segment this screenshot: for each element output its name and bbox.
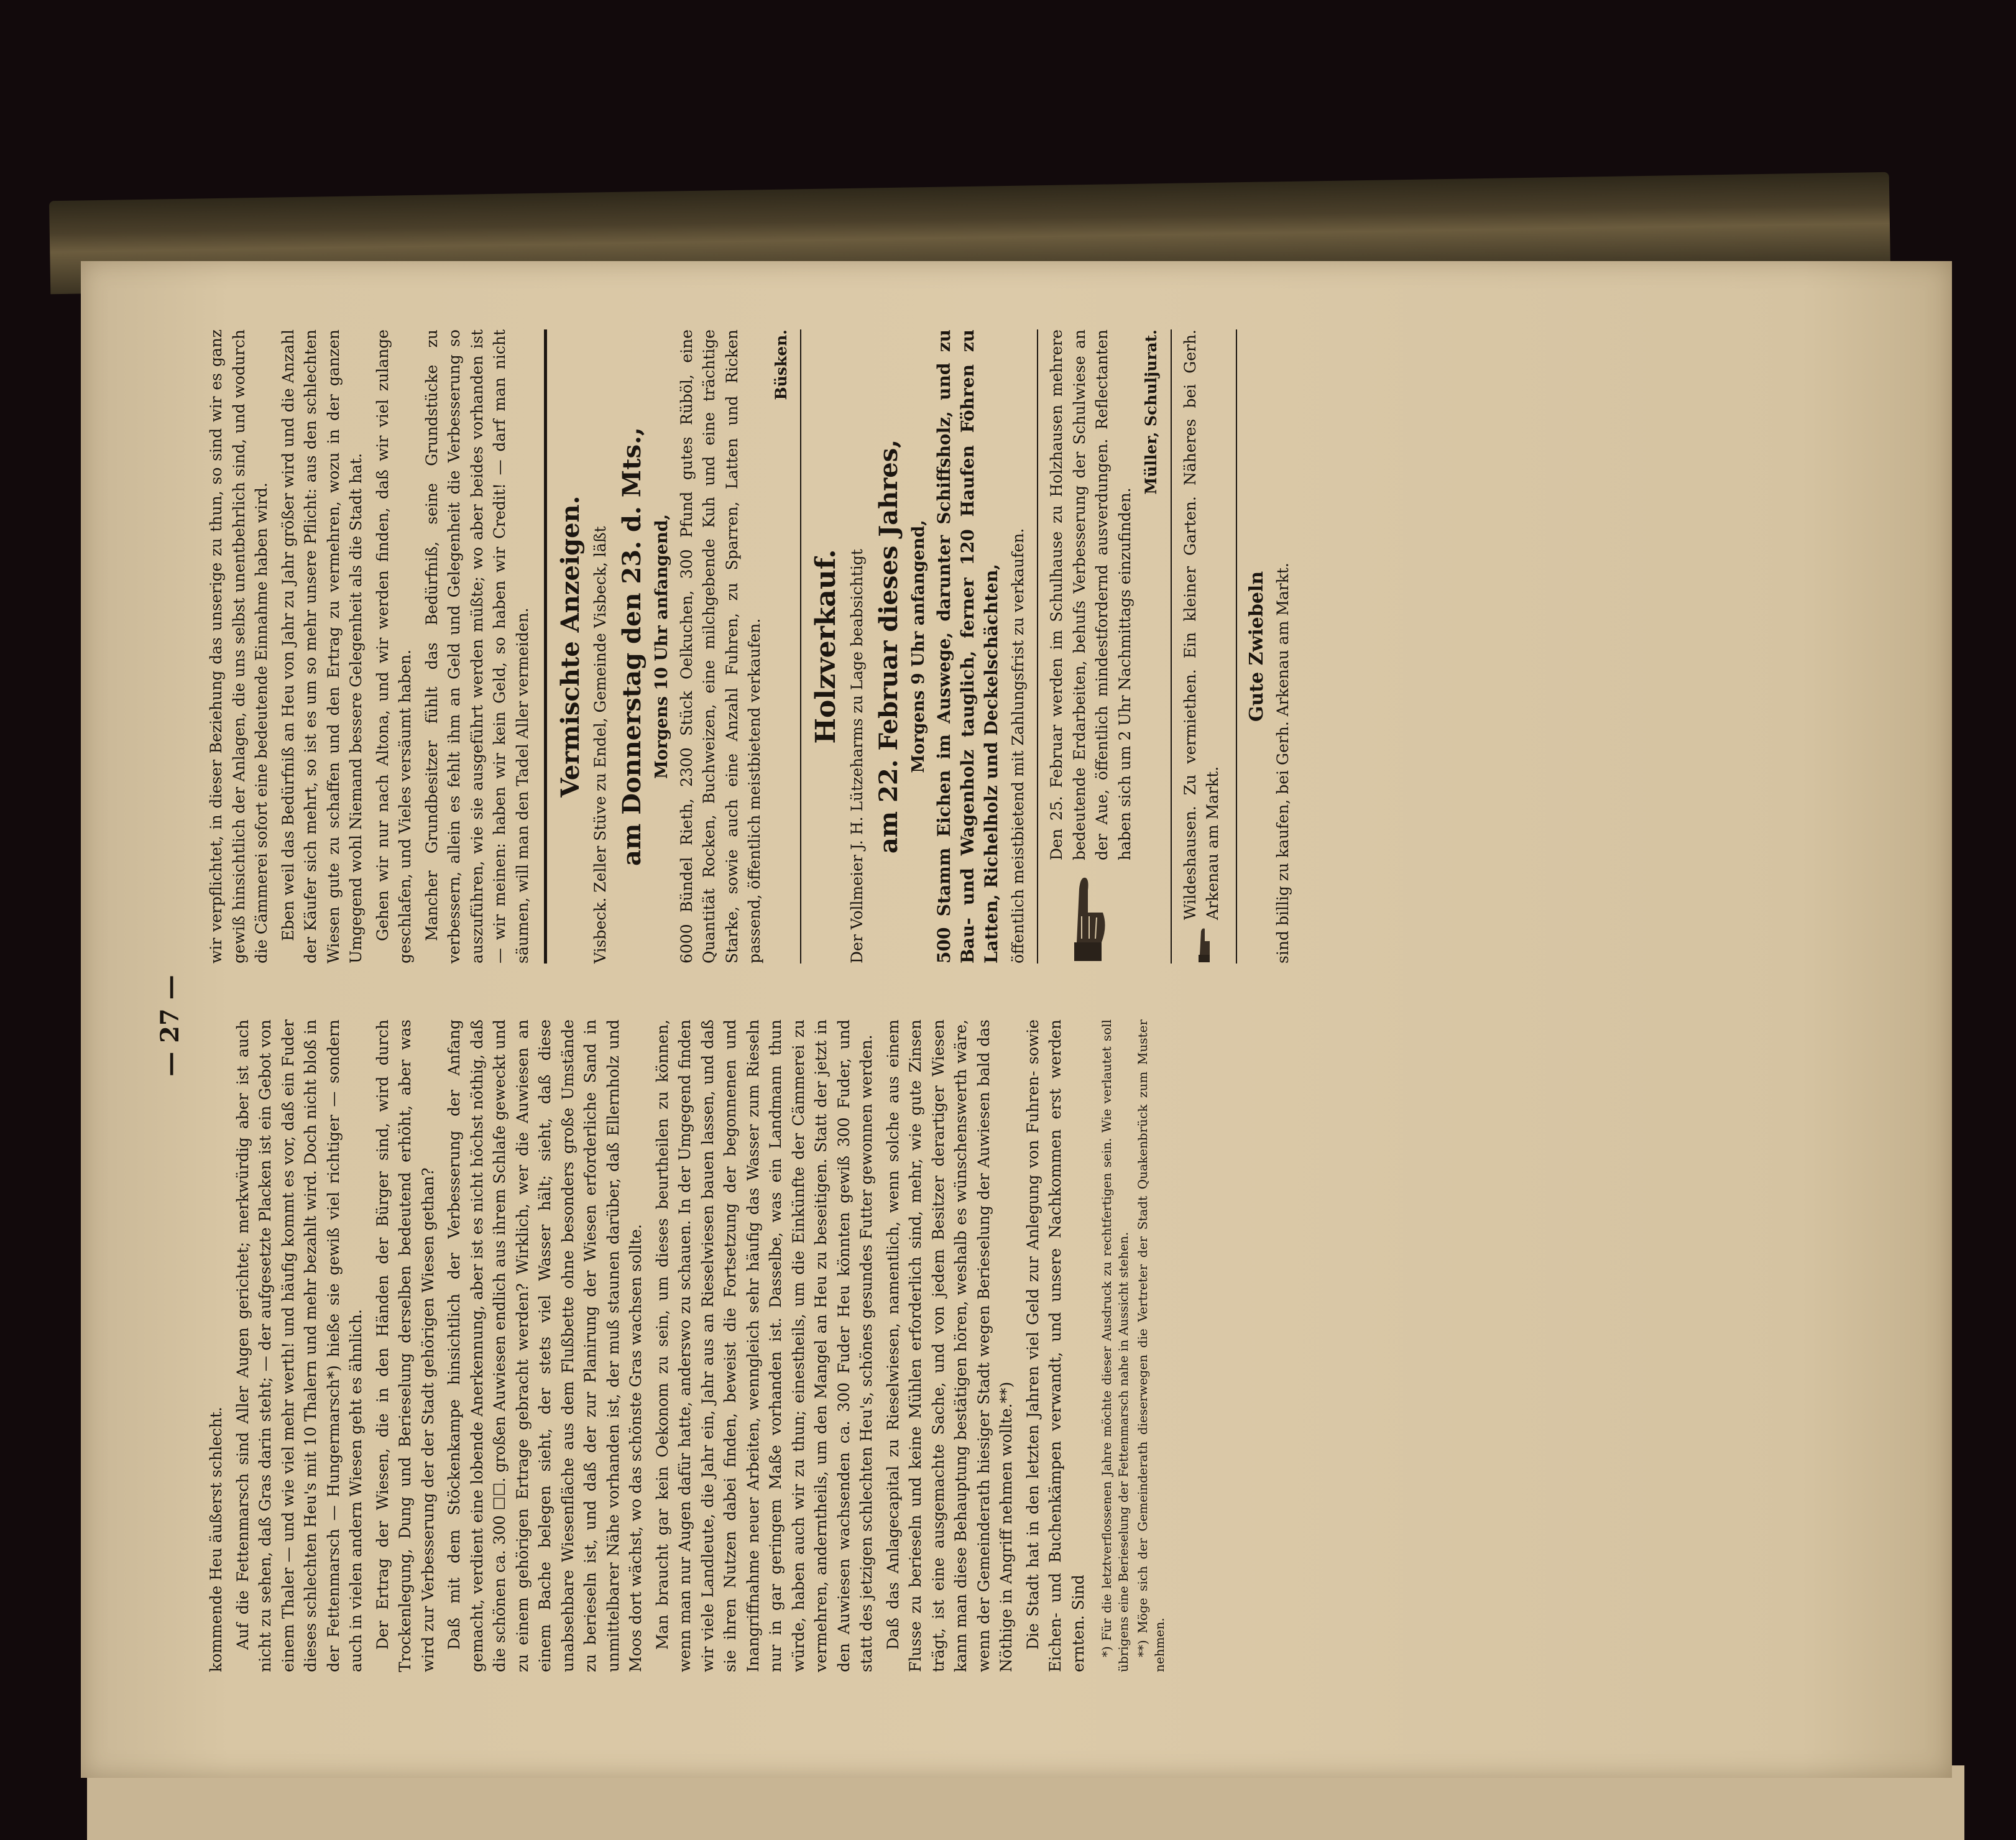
ad-body: 6000 Bündel Rieth, 2300 Stück Oelkuchen, 300 Pfund gutes Rüböl, eine Quantität Rocken, Buchweizen, eine milchgebende Kuh und eine trächtige Starke, sowie auch eine Anzahl Fuhren, zu Sparren, Latten und Ricken passend, öffentlich meistbietend verkaufen.	[677, 329, 763, 964]
section-divider	[544, 329, 547, 964]
paragraph: Die Stadt hat in den letzten Jahren viel Geld zur Anlegung von Fuhren- sowie Eichen- und Buchenkämpen verwandt, und unsere Nachkommen erst werden ernten. Sind	[1023, 1019, 1087, 1672]
ad-body: Den 25. Februar werden im Schulhause zu Holzhausen mehrere bedeutende Erdarbeiten, behufs Verbesserung der Schulwiese an der Aue, öffentlich mindestfordernd ausverdungen. Reflectanten haben sich um 2 Uhr Nachmittags einzufinden.	[1047, 329, 1134, 860]
ad-text: sind billig zu kaufen, bei Gerh. Arkenau am Markt.	[1273, 563, 1292, 964]
paragraph: Man braucht gar kein Oekonom zu sein, um dieses beurtheilen zu können, wenn man nur Augen dafür hatte, anderswo zu schauen. In der Umgegend finden wir viele Landleute, die Jahr ein, Jahr aus an Rieselwiesen bauen lassen, und daß sie ihren Nutzen dabei finden, beweist die Fortsetzung der begonnenen und Inangriffnahme neuer Arbeiten, wenngleich sehr häufig das Wasser zum Rieseln nur in gar geringem Maße vorhanden ist. Dasselbe, was ein Landmann thun würde, haben auch wir zu thun; einestheils, um die Einkünfte der Cämmerei zu vermehren, anderntheils, um den Mangel an Heu zu beseitigen. Statt der jetzt in den Auwiesen wachsenden ca. 300 Fuder Heu könnten gewiß 300 Fuder, und statt des jetzigen schlechten Heu's, schönes gesundes Futter gewonnen werden.	[653, 1019, 875, 1672]
document-page	[81, 261, 1952, 1778]
ad-date: am 22. Februar dieses Jahres,	[873, 439, 903, 854]
paragraph: Der Ertrag der Wiesen, die in den Händen der Bürger sind, wird durch Trockenlegung, Dung und Berieselung derselben bedeutend erhöht, aber was wird zur Verbesserung der der Stadt gehörigen Wiesen gethan?	[373, 1019, 437, 1672]
pointing-hand-icon	[1049, 870, 1124, 964]
ad-timber-sale	[809, 329, 1029, 964]
left-column	[205, 1019, 1171, 1672]
page-number: — 27 —	[155, 975, 185, 1077]
ad-divider	[1236, 329, 1237, 964]
ad-time: Morgens 10 Uhr anfangend,	[651, 514, 671, 780]
ad-auction-visbeck	[589, 329, 793, 964]
footnotes	[1098, 1019, 1168, 1672]
rotated-page-content	[81, 261, 1952, 1778]
footnote: *) Für die letztverflossenen Jahre möchte dieser Ausdruck zu rechtfertigen sein. Wie verlautet soll übrigens eine Berieselung der Fettenmarsch nahe in Aussicht stehen.	[1099, 1019, 1131, 1672]
ad-onions	[1245, 329, 1295, 964]
footnote: **) Möge sich der Gemeinderath dieserwegen die Vertreter der Stadt Quakenbrück zum Muster nehmen.	[1135, 1019, 1167, 1672]
ad-title: Holzverkauf.	[810, 549, 842, 744]
paragraph: Gehen wir nur nach Altona, und wir werden finden, daß wir viel zulange geschlafen, und Vieles versäumt haben.	[373, 329, 414, 964]
ad-earthworks	[1046, 329, 1163, 964]
paragraph: kommende Heu äußerst schlecht.	[207, 1407, 225, 1672]
ad-divider	[800, 329, 801, 964]
ad-intro: Der Vollmeier J. H. Lützeharms zu Lage beabsichtigt	[848, 549, 866, 964]
ad-intro: Visbeck. Zeller Stüve zu Endel, Gemeinde Visbeck, läßt	[591, 526, 609, 964]
ad-time: Morgens 9 Uhr anfangend,	[908, 520, 928, 773]
ad-garden-rent	[1179, 329, 1228, 964]
paragraph: Eben weil das Bedürfniß an Heu von Jahr zu Jahr größer wird und die Anzahl der Käufer sich mehrt, so ist es um so mehr unsere Pflicht: aus den schlechten Wiesen gute zu schaffen und den Ertrag zu vermehren, wozu in der ganzen Umgegend wohl Niemand bessere Gelegenheit als die Stadt hat.	[278, 329, 365, 964]
paragraph: Daß das Anlagecapital zu Rieselwiesen, namentlich, wenn solche aus einem Flusse zu berieseln und keine Mühlen erforderlich sind, mehr, wie gute Zinsen trägt, ist eine ausgemachte Sache, und von jedem Besitzer derartiger Wiesen kann man diese Behauptung bestätigen hören, weshalb es wünschenswerth wäre, wenn der Gemeinderath hiesiger Stadt wegen Berieselung der Auwiesen bald das Nöthige in Angriff nehmen wollte.**)	[883, 1019, 1015, 1672]
ads-heading: Vermischte Anzeigen.	[556, 495, 585, 798]
ad-end: öffentlich meistbietend mit Zahlungsfrist zu verkaufen.	[1008, 528, 1027, 964]
ad-divider	[1037, 329, 1038, 964]
right-column	[205, 329, 1298, 964]
ad-date: am Donnerstag den 23. d. Mts.,	[617, 427, 647, 866]
ad-text: Wildeshausen. Zu vermiethen. Ein kleiner Garten. Näheres bei Gerh. Arkenau am Markt.	[1181, 329, 1222, 920]
pointing-hand-small-icon	[1192, 926, 1215, 964]
ad-body: 500 Stamm Eichen im Auswege, darunter Schiffsholz, und zu Bau- und Wagenholz tauglich, ferner 120 Haufen Föhren zu Latten, Richelholz und Deckelschächten,	[933, 329, 1001, 964]
ad-signature: Müller, Schuljurat.	[1142, 329, 1160, 495]
ad-title: Gute Zwiebeln	[1245, 571, 1268, 722]
ad-divider	[1171, 329, 1172, 964]
paragraph: wir verpflichtet, in dieser Beziehung das unserige zu thun, so sind wir es ganz gewiß hinsichtlich der Anlagen, die uns selbst unentbehrlich sind, und wodurch die Cämmerei sofort eine bedeutende Einnahme haben wird.	[207, 329, 270, 964]
paragraph: Daß mit dem Stöckenkampe hinsichtlich der Verbesserung der Anfang gemacht, verdient eine lobende Anerkennung, aber ist es nicht höchst nöthig, daß die schönen ca. 300 ☐☐. großen Auwiesen endlich aus ihrem Schlafe geweckt und zu einem gehörigen Ertrage gebracht werden? Wirklich, wer die Auwiesen an einem Bache belegen sieht, der stets viel Wasser hält; sieht, daß diese unabsehbare Wiesenfläche aus dem Flußbette ohne besonders große Umstände zu berieseln ist, und daß der zur Planirung der Wiesen erforderliche Sand in unmittelbarer Nähe vorhanden ist, der muß staunen darüber, daß Ellernholz und Moos dort wächst, wo das schönste Gras wachsen sollte.	[445, 1019, 645, 1672]
ad-signature: Büsken.	[771, 329, 790, 400]
paragraph: Mancher Grundbesitzer fühlt das Bedürfniß, seine Grundstücke zu verbessern, allein es fehlt ihm an Geld und Gelegenheit die Verbesserung so auszuführen, wie sie ausgeführt werden müßte; wo aber beides vorhanden ist — wir meinen: haben wir kein Geld, so haben wir Credit! — darf man nicht säumen, will man den Tadel Aller vermeiden.	[422, 329, 532, 964]
paragraph: Auf die Fettenmarsch sind Aller Augen gerichtet; merkwürdig aber ist auch nicht zu sehen, daß Gras darin steht; — der aufgesetzte Placken ist ein Gebot von einem Thaler — und wie viel mehr werth! und häufig kommt es vor, daß ein Fuder dieses schlechten Heu's mit 10 Thalern und mehr bezahlt wird. Doch nicht bloß in der Fettenmarsch — Hungermarsch*) hieße sie gewiß viel richtiger — sondern auch in vielen andern Wiesen geht es ähnlich.	[233, 1019, 365, 1672]
